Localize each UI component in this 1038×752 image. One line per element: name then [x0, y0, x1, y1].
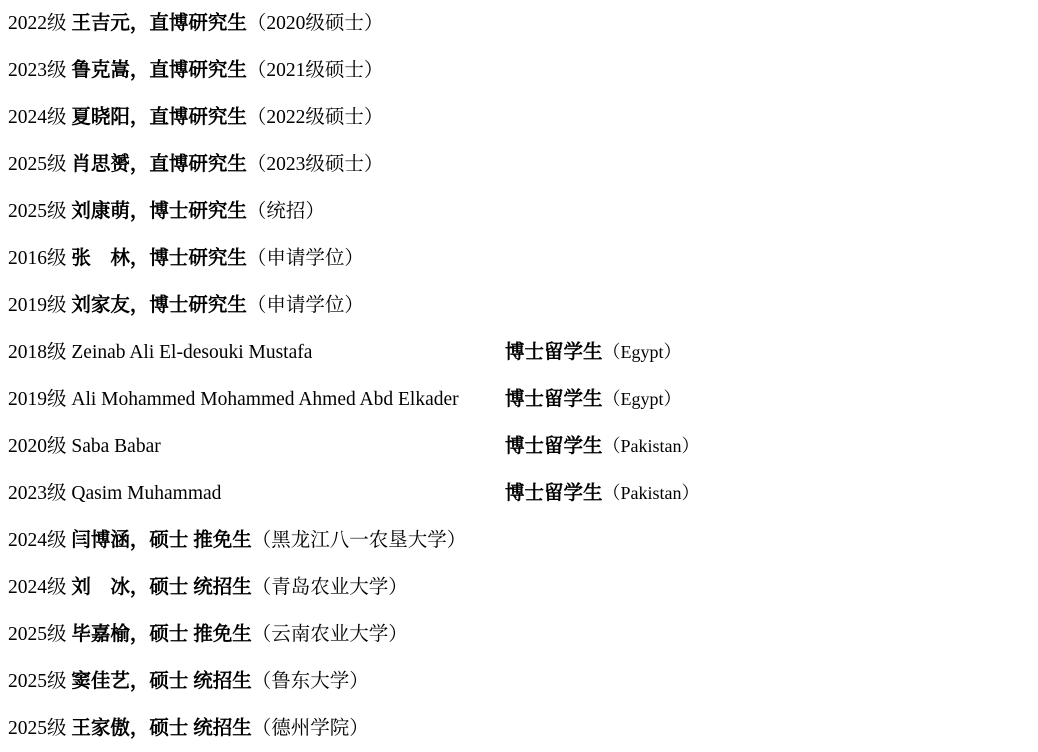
entry-note: （云南农业大学） — [251, 624, 408, 645]
entry-year: 2024级 — [8, 577, 72, 598]
list-item — [0, 470, 1038, 517]
entry-name: 毕嘉榆， — [71, 624, 150, 645]
entry-year: 2023级 — [8, 483, 72, 504]
entry-note: （Pakistan） — [602, 483, 700, 503]
entry-note: （Egypt） — [602, 389, 682, 409]
entry-note: （黑龙江八一农垦大学） — [251, 530, 467, 551]
entry-year: 2019级 — [8, 295, 72, 316]
list-item — [0, 188, 1038, 235]
entry-role: 博士留学生 — [505, 436, 603, 457]
entry-name: 窦佳艺， — [71, 671, 150, 692]
entry-role: 博士留学生 — [505, 342, 603, 363]
entry-year: 2025级 — [8, 201, 72, 222]
entry-role: 博士留学生 — [505, 483, 603, 504]
entry-name: 夏晓阳， — [71, 107, 150, 128]
entry-name: 鲁克嵩， — [71, 60, 150, 81]
entry-note: （青岛农业大学） — [251, 577, 408, 598]
entry-name: 张 林， — [71, 248, 150, 269]
entry-name: 王吉元， — [71, 13, 150, 34]
entry-note: （Egypt） — [602, 342, 682, 362]
list-item — [0, 94, 1038, 141]
entry-tail — [505, 470, 700, 517]
list-item — [0, 141, 1038, 188]
entry-role: 硕士 统招生 — [149, 577, 252, 598]
entry-role: 博士研究生 — [149, 295, 247, 316]
entry-name: 闫博涵， — [71, 530, 150, 551]
entry-role: 硕士 统招生 — [149, 671, 252, 692]
list-item — [0, 235, 1038, 282]
entry-note: （德州学院） — [251, 718, 369, 739]
entry-name: 肖思赟， — [71, 154, 150, 175]
entry-role: 博士留学生 — [505, 389, 603, 410]
entry-role: 硕士 推免生 — [149, 624, 252, 645]
entry-year: 2024级 — [8, 530, 72, 551]
list-item — [0, 282, 1038, 329]
entry-name: Qasim Muhammad — [71, 483, 222, 504]
entry-name: 王家傲， — [71, 718, 150, 739]
entry-note: （鲁东大学） — [251, 671, 369, 692]
entry-role: 硕士 推免生 — [149, 530, 252, 551]
entry-note: （2020级硕士） — [246, 13, 384, 34]
entry-tail — [505, 423, 700, 470]
entry-year: 2020级 — [8, 436, 72, 457]
list-item — [0, 423, 1038, 470]
entry-role: 博士研究生 — [149, 201, 247, 222]
list-item — [0, 329, 1038, 376]
entry-role: 直博研究生 — [149, 60, 247, 81]
entry-year: 2022级 — [8, 13, 72, 34]
entry-name: Zeinab Ali El-desouki Mustafa — [71, 342, 313, 363]
list-item — [0, 564, 1038, 611]
entry-year: 2023级 — [8, 60, 72, 81]
entry-note: （2022级硕士） — [246, 107, 384, 128]
entry-year: 2018级 — [8, 342, 72, 363]
list-item — [0, 47, 1038, 94]
entry-name: 刘康萌， — [71, 201, 150, 222]
entry-note: （2023级硕士） — [246, 154, 384, 175]
entry-name: 刘家友， — [71, 295, 150, 316]
entry-year: 2025级 — [8, 671, 72, 692]
entry-role: 博士研究生 — [149, 248, 247, 269]
list-item — [0, 517, 1038, 564]
entry-note: （Pakistan） — [602, 436, 700, 456]
entry-note: （统招） — [246, 201, 325, 222]
entry-year: 2025级 — [8, 154, 72, 175]
list-item — [0, 658, 1038, 705]
entry-role: 硕士 统招生 — [149, 718, 252, 739]
entry-name: Ali Mohammed Mohammed Ahmed Abd Elkader — [71, 389, 459, 410]
entry-year: 2025级 — [8, 624, 72, 645]
entry-year: 2019级 — [8, 389, 72, 410]
entry-year: 2024级 — [8, 107, 72, 128]
list-item — [0, 705, 1038, 752]
entry-tail — [505, 329, 682, 376]
entry-tail — [505, 376, 682, 423]
entry-name: 刘 冰， — [71, 577, 150, 598]
entry-note: （申请学位） — [246, 248, 364, 269]
list-item — [0, 0, 1038, 47]
entry-name: Saba Babar — [71, 436, 161, 457]
entry-year: 2016级 — [8, 248, 72, 269]
entry-role: 直博研究生 — [149, 13, 247, 34]
entry-note: （申请学位） — [246, 295, 364, 316]
list-item — [0, 611, 1038, 658]
entry-role: 直博研究生 — [149, 107, 247, 128]
entry-note: （2021级硕士） — [246, 60, 384, 81]
list-item — [0, 376, 1038, 423]
entry-year: 2025级 — [8, 718, 72, 739]
entry-role: 直博研究生 — [149, 154, 247, 175]
